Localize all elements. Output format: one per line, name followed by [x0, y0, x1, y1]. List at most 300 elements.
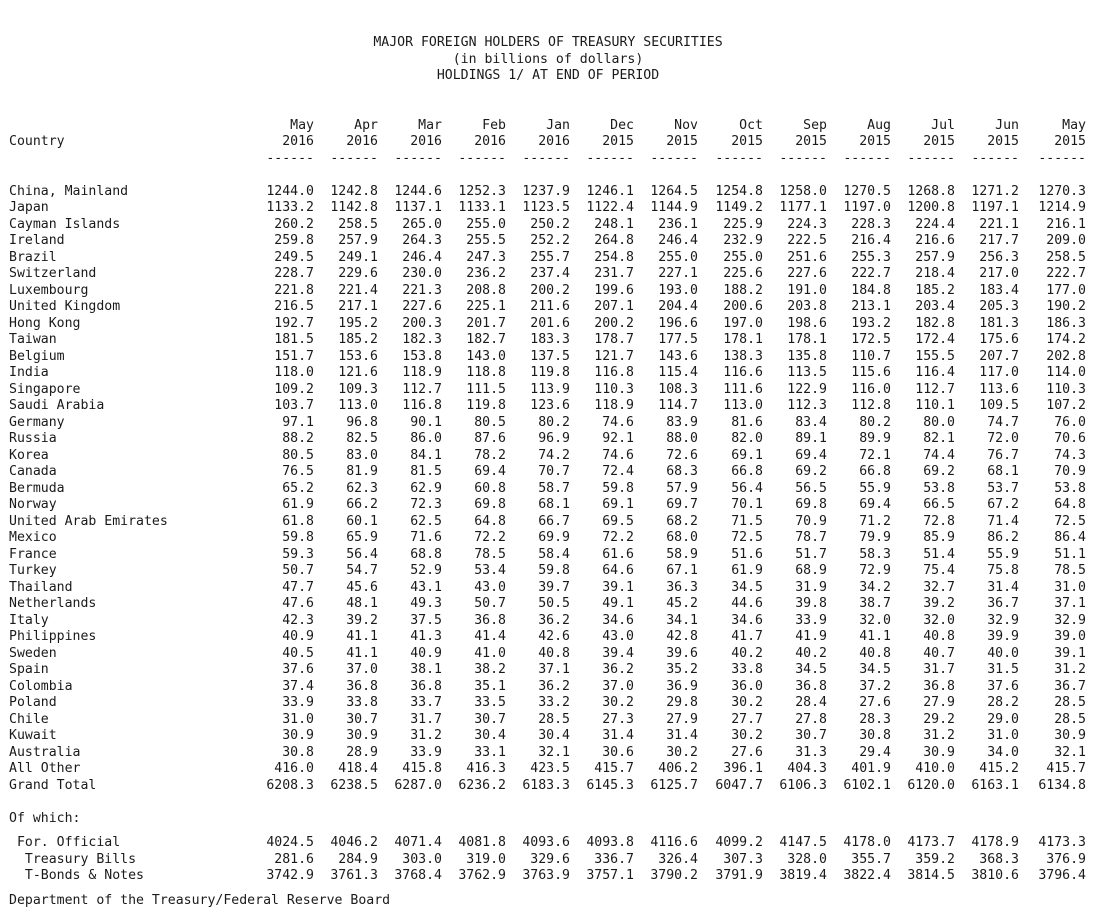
holding-value: 39.1 [1054, 645, 1086, 661]
country-name: Saudi Arabia [9, 398, 105, 413]
column-month: Dec [610, 117, 634, 133]
country-name: Italy [9, 612, 49, 628]
holding-value: 41.4 [474, 629, 506, 644]
holding-value: 151.7 [274, 348, 314, 364]
holding-value: 71.5 [731, 513, 763, 529]
table-row [9, 283, 1087, 300]
holding-value: 6287.0 [394, 777, 442, 793]
holding-value: 113.9 [530, 381, 570, 397]
holding-value: 51.6 [731, 546, 763, 562]
holding-value: 1144.9 [650, 200, 698, 215]
table-row [9, 332, 1087, 349]
holding-value: 40.8 [923, 629, 955, 644]
holding-value: 107.2 [1046, 398, 1086, 413]
holding-value: 1149.2 [715, 200, 763, 215]
holding-value: 188.2 [723, 282, 763, 298]
holding-value: 66.8 [859, 464, 891, 479]
table-row [9, 266, 1087, 283]
holding-value: 75.8 [987, 563, 1019, 578]
holding-value: 178.1 [723, 332, 763, 347]
holding-value: 66.2 [346, 497, 378, 512]
holding-value: 60.1 [346, 513, 378, 529]
holding-value: 67.1 [666, 563, 698, 578]
holding-value: 255.7 [530, 249, 570, 265]
holding-value: 70.1 [731, 497, 763, 512]
holding-value: 70.9 [1054, 464, 1086, 479]
holding-value: 37.6 [987, 678, 1019, 694]
holding-value: 115.4 [658, 365, 698, 380]
holding-value: 255.3 [851, 249, 891, 265]
holding-value: 60.8 [474, 480, 506, 496]
holding-value: 396.1 [723, 761, 763, 776]
holding-value: 56.4 [731, 480, 763, 496]
country-name: United Arab Emirates [9, 513, 168, 529]
holding-value: 41.1 [346, 645, 378, 661]
holding-value: 28.2 [987, 695, 1019, 710]
holding-value: 40.9 [282, 629, 314, 644]
holding-value: 86.4 [1054, 530, 1086, 545]
holding-value: 1197.0 [843, 200, 891, 215]
holding-value: 248.1 [594, 216, 634, 232]
column-year: 2015 [666, 134, 698, 149]
holding-value: 112.7 [402, 381, 442, 397]
holding-value: 74.2 [538, 447, 570, 463]
holding-value: 41.1 [346, 629, 378, 644]
holding-value: 190.2 [1046, 299, 1086, 314]
holding-value: 42.6 [538, 629, 570, 644]
holding-value: 3810.6 [971, 868, 1019, 883]
holding-value: 4147.5 [779, 835, 827, 850]
country-name: Taiwan [9, 332, 57, 347]
table-row [9, 662, 1087, 679]
column-year: 2015 [795, 134, 827, 149]
holding-value: 4178.0 [843, 835, 891, 850]
holding-value: 1258.0 [779, 183, 827, 199]
holding-value: 255.0 [723, 249, 763, 265]
table-row [9, 217, 1087, 234]
holding-value: 33.9 [410, 744, 442, 760]
holding-value: 6208.3 [266, 777, 314, 793]
column-month: Jan [546, 117, 570, 133]
column-underline: ------ [650, 150, 698, 166]
holding-value: 29.8 [666, 695, 698, 710]
holding-value: 177.5 [658, 332, 698, 347]
country-column-header: Country [9, 134, 65, 149]
holding-value: 32.7 [923, 579, 955, 595]
holding-value: 1133.2 [266, 200, 314, 215]
holding-value: 3814.5 [907, 868, 955, 883]
table-row [9, 745, 1087, 762]
holding-value: 181.5 [274, 332, 314, 347]
holding-value: 83.4 [795, 414, 827, 430]
holding-value: 33.9 [282, 695, 314, 710]
holding-value: 81.5 [410, 464, 442, 479]
holding-value: 51.7 [795, 546, 827, 562]
table-row [9, 200, 1087, 217]
holding-value: 43.0 [602, 629, 634, 644]
holding-value: 30.2 [666, 744, 698, 760]
holding-value: 72.6 [666, 447, 698, 463]
country-name: Australia [9, 744, 81, 760]
holding-value: 200.3 [402, 315, 442, 331]
holding-value: 59.8 [282, 530, 314, 545]
holding-value: 118.0 [274, 365, 314, 380]
holding-value: 4093.6 [522, 835, 570, 850]
holding-value: 66.7 [538, 513, 570, 529]
holding-value: 41.3 [410, 629, 442, 644]
holding-value: 3762.9 [458, 868, 506, 883]
holding-value: 61.9 [282, 497, 314, 512]
country-name: Netherlands [9, 596, 97, 611]
holding-value: 6163.1 [971, 777, 1019, 793]
holding-value: 66.5 [923, 497, 955, 512]
holding-value: 32.1 [1054, 744, 1086, 760]
holding-value: 43.1 [410, 579, 442, 595]
holding-value: 79.9 [859, 530, 891, 545]
country-name: Belgium [9, 348, 65, 364]
holding-value: 221.1 [979, 216, 1019, 232]
holding-value: 216.1 [1046, 216, 1086, 232]
holding-value: 201.7 [466, 315, 506, 331]
holding-value: 3742.9 [266, 868, 314, 883]
holding-value: 27.8 [795, 711, 827, 727]
holding-value: 34.5 [795, 662, 827, 677]
holding-value: 84.1 [410, 447, 442, 463]
holding-value: 72.5 [731, 530, 763, 545]
holding-value: 205.3 [979, 299, 1019, 314]
holding-value: 61.8 [282, 513, 314, 529]
holding-value: 113.0 [723, 398, 763, 413]
holding-value: 27.7 [731, 711, 763, 727]
holding-value: 30.7 [795, 728, 827, 743]
holding-value: 200.2 [594, 315, 634, 331]
holding-value: 4071.4 [394, 835, 442, 850]
holding-value: 96.9 [538, 431, 570, 446]
holding-value: 236.1 [658, 216, 698, 232]
holding-value: 3763.9 [522, 868, 570, 883]
holding-value: 27.3 [602, 711, 634, 727]
country-name: France [9, 546, 57, 562]
holding-value: 72.8 [923, 513, 955, 529]
column-header-years [9, 134, 1087, 151]
holding-value: 114.7 [658, 398, 698, 413]
country-name: China, Mainland [9, 183, 129, 199]
holding-value: 72.0 [987, 431, 1019, 446]
holding-value: 49.3 [410, 596, 442, 611]
column-underline: ------ [330, 150, 378, 166]
holding-value: 415.8 [402, 761, 442, 776]
holding-value: 112.7 [915, 381, 955, 397]
holding-value: 143.6 [658, 348, 698, 364]
holding-value: 193.0 [658, 282, 698, 298]
holding-value: 109.5 [979, 398, 1019, 413]
holding-value: 34.5 [859, 662, 891, 677]
holding-value: 231.7 [594, 266, 634, 281]
column-year: 2016 [346, 134, 378, 149]
holding-value: 216.6 [915, 233, 955, 248]
holding-value: 55.9 [859, 480, 891, 496]
holding-value: 34.0 [987, 744, 1019, 760]
holding-value: 209.0 [1046, 233, 1086, 248]
country-name: Thailand [9, 579, 73, 595]
table-row [9, 712, 1087, 729]
holding-value: 108.3 [658, 381, 698, 397]
holding-value: 59.8 [538, 563, 570, 578]
holding-value: 30.2 [731, 728, 763, 743]
holding-value: 6106.3 [779, 777, 827, 793]
holding-value: 3757.1 [586, 868, 634, 883]
holding-value: 74.6 [602, 447, 634, 463]
holding-value: 32.1 [538, 744, 570, 760]
holding-value: 3791.9 [715, 868, 763, 883]
holding-value: 69.4 [859, 497, 891, 512]
country-name: Mexico [9, 530, 57, 545]
column-underline: ------ [907, 150, 955, 166]
holding-value: 4093.8 [586, 835, 634, 850]
holding-value: 31.4 [987, 579, 1019, 595]
holding-value: 174.2 [1046, 332, 1086, 347]
holding-value: 41.0 [474, 645, 506, 661]
holding-value: 1214.9 [1038, 200, 1086, 215]
holding-value: 89.1 [795, 431, 827, 446]
holding-value: 75.4 [923, 563, 955, 578]
holding-value: 113.6 [979, 381, 1019, 397]
column-underline: ------ [458, 150, 506, 166]
holding-value: 30.8 [282, 744, 314, 760]
column-month: May [290, 117, 314, 133]
holding-value: 61.6 [602, 546, 634, 562]
holding-value: 336.7 [594, 851, 634, 867]
holding-value: 222.5 [787, 233, 827, 248]
holding-value: 40.8 [859, 645, 891, 661]
holding-value: 36.2 [602, 662, 634, 677]
holding-value: 50.5 [538, 596, 570, 611]
table-row [9, 563, 1087, 580]
country-name: All Other [9, 761, 81, 776]
holding-value: 368.3 [979, 851, 1019, 867]
holding-value: 32.0 [859, 612, 891, 628]
holding-value: 31.5 [987, 662, 1019, 677]
holding-value: 87.6 [474, 431, 506, 446]
holding-value: 260.2 [274, 216, 314, 232]
holding-value: 30.9 [1054, 728, 1086, 743]
holding-value: 118.9 [594, 398, 634, 413]
column-underline: ------ [522, 150, 570, 166]
country-name: Hong Kong [9, 315, 81, 331]
holding-value: 41.1 [859, 629, 891, 644]
country-name: T-Bonds & Notes [9, 868, 144, 883]
holding-value: 227.6 [402, 299, 442, 314]
holding-value: 37.0 [346, 662, 378, 677]
holding-value: 50.7 [282, 563, 314, 578]
holding-value: 33.5 [474, 695, 506, 710]
holding-value: 185.2 [338, 332, 378, 347]
holding-value: 1177.1 [779, 200, 827, 215]
holding-value: 201.6 [530, 315, 570, 331]
holding-value: 229.6 [338, 266, 378, 281]
holding-value: 200.6 [723, 299, 763, 314]
holding-value: 47.6 [282, 596, 314, 611]
holding-value: 259.8 [274, 233, 314, 248]
holding-value: 27.6 [731, 744, 763, 760]
country-name: Poland [9, 695, 57, 710]
table-row [9, 596, 1087, 613]
holding-value: 6134.8 [1038, 777, 1086, 793]
holding-value: 121.6 [338, 365, 378, 380]
column-month: Apr [354, 117, 378, 133]
holding-value: 48.1 [346, 596, 378, 611]
holding-value: 109.2 [274, 381, 314, 397]
holding-value: 53.8 [923, 480, 955, 496]
holding-value: 51.1 [1054, 546, 1086, 562]
holding-value: 69.4 [795, 447, 827, 463]
holding-value: 36.8 [923, 678, 955, 694]
holding-value: 30.9 [923, 744, 955, 760]
holding-value: 27.6 [859, 695, 891, 710]
holding-value: 113.5 [787, 365, 827, 380]
holding-value: 4024.5 [266, 835, 314, 850]
holding-value: 39.2 [923, 596, 955, 611]
holding-value: 33.8 [731, 662, 763, 677]
holding-value: 37.6 [282, 662, 314, 677]
holding-value: 37.4 [282, 678, 314, 694]
holding-value: 30.2 [602, 695, 634, 710]
table-row [9, 695, 1087, 712]
column-underline: ------ [266, 150, 314, 166]
country-name: Ireland [9, 233, 65, 248]
holding-value: 6125.7 [650, 777, 698, 793]
holding-value: 45.6 [346, 579, 378, 595]
holding-value: 123.6 [530, 398, 570, 413]
holding-value: 39.6 [666, 645, 698, 661]
holding-value: 80.0 [923, 414, 955, 430]
holding-value: 281.6 [274, 851, 314, 867]
holding-value: 29.4 [859, 744, 891, 760]
holding-value: 182.3 [402, 332, 442, 347]
table-row [9, 497, 1087, 514]
holding-value: 37.0 [602, 678, 634, 694]
table-row [9, 580, 1087, 597]
holding-value: 222.7 [1046, 266, 1086, 281]
table-row [9, 530, 1087, 547]
holding-value: 36.8 [795, 678, 827, 694]
holding-value: 54.7 [346, 563, 378, 578]
holding-value: 28.9 [346, 744, 378, 760]
holding-value: 31.4 [666, 728, 698, 743]
holding-value: 1271.2 [971, 183, 1019, 199]
holding-value: 217.1 [338, 299, 378, 314]
holding-value: 33.9 [795, 612, 827, 628]
column-year: 2015 [602, 134, 634, 149]
holding-value: 59.3 [282, 546, 314, 562]
holding-value: 28.3 [859, 711, 891, 727]
holding-value: 64.6 [602, 563, 634, 578]
holding-value: 264.3 [402, 233, 442, 248]
holding-value: 29.2 [923, 711, 955, 727]
column-header-months [9, 118, 1087, 135]
holding-value: 118.8 [466, 365, 506, 380]
holding-value: 109.3 [338, 381, 378, 397]
holding-value: 1142.8 [330, 200, 378, 215]
holding-value: 70.6 [1054, 431, 1086, 446]
holding-value: 39.0 [1054, 629, 1086, 644]
holding-value: 40.0 [987, 645, 1019, 661]
of-which-table [9, 835, 1087, 885]
footer-source: Department of the Treasury/Federal Reserve Board [9, 892, 391, 908]
holding-value: 181.3 [979, 315, 1019, 331]
holding-value: 31.7 [923, 662, 955, 677]
holding-value: 221.8 [274, 282, 314, 298]
holding-value: 1122.4 [586, 200, 634, 215]
holding-value: 116.0 [851, 381, 891, 397]
holding-value: 36.8 [474, 612, 506, 628]
holding-value: 418.4 [338, 761, 378, 776]
holding-value: 72.9 [859, 563, 891, 578]
country-name: Singapore [9, 381, 81, 397]
holding-value: 30.4 [538, 728, 570, 743]
holding-value: 1197.1 [971, 200, 1019, 215]
holding-value: 74.6 [602, 414, 634, 430]
holding-value: 119.8 [466, 398, 506, 413]
table-row [9, 349, 1087, 366]
column-underline: ------ [586, 150, 634, 166]
holding-value: 62.3 [346, 480, 378, 496]
holding-value: 78.7 [795, 530, 827, 545]
table-row [9, 728, 1087, 745]
holding-value: 66.8 [731, 464, 763, 479]
holding-value: 78.5 [474, 546, 506, 562]
holding-value: 103.7 [274, 398, 314, 413]
holding-value: 69.2 [795, 464, 827, 479]
holding-value: 199.6 [594, 282, 634, 298]
holding-value: 40.2 [795, 645, 827, 661]
column-month: Nov [674, 117, 698, 133]
holding-value: 6183.3 [522, 777, 570, 793]
holding-value: 88.0 [666, 431, 698, 446]
holding-value: 43.0 [474, 579, 506, 595]
holding-value: 185.2 [915, 282, 955, 298]
holding-value: 416.3 [466, 761, 506, 776]
column-year: 2016 [538, 134, 570, 149]
holding-value: 3822.4 [843, 868, 891, 883]
holding-value: 97.1 [282, 414, 314, 430]
column-underline: ------ [779, 150, 827, 166]
holding-value: 172.4 [915, 332, 955, 347]
holding-value: 86.2 [987, 530, 1019, 545]
holding-value: 284.9 [338, 851, 378, 867]
holding-value: 249.5 [274, 249, 314, 265]
holding-value: 110.7 [851, 348, 891, 364]
holding-value: 250.2 [530, 216, 570, 232]
holding-value: 184.8 [851, 282, 891, 298]
holding-value: 401.9 [851, 761, 891, 776]
holding-value: 257.9 [915, 249, 955, 265]
holding-value: 207.7 [979, 348, 1019, 364]
holding-value: 36.0 [731, 678, 763, 694]
holding-value: 82.0 [731, 431, 763, 446]
holding-value: 4173.7 [907, 835, 955, 850]
holding-value: 110.1 [915, 398, 955, 413]
holding-value: 78.2 [474, 447, 506, 463]
holding-value: 255.5 [466, 233, 506, 248]
holding-value: 135.8 [787, 348, 827, 364]
holding-value: 112.8 [851, 398, 891, 413]
holding-value: 40.9 [410, 645, 442, 661]
holding-value: 329.6 [530, 851, 570, 867]
table-row [9, 778, 1087, 795]
column-underline: ------ [715, 150, 763, 166]
holdings-table [9, 184, 1087, 795]
